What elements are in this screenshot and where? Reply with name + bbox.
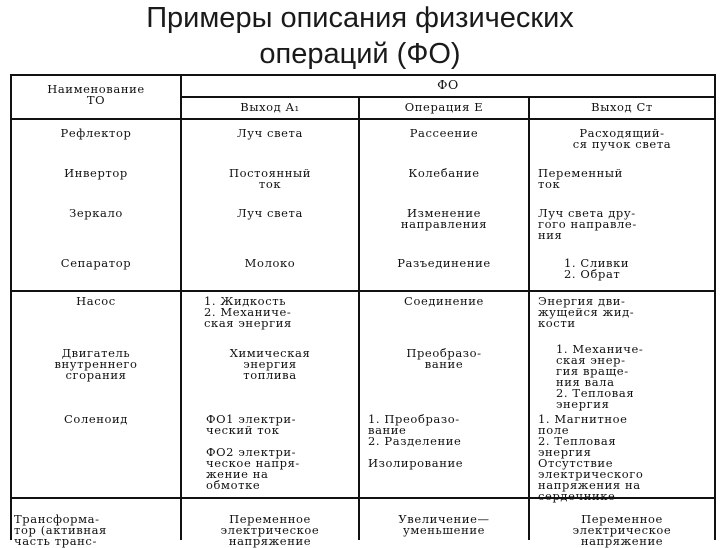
table-row-operation: Разъединение xyxy=(397,256,491,270)
table-header-rule xyxy=(10,118,716,120)
table-row-input: Переменное электрическое напряжение xyxy=(220,512,320,548)
table-row-output: Переменное электрическое напряжение xyxy=(572,512,672,548)
table-row-operation: 1. Преобразо- вание 2. Разделение Изолирование xyxy=(368,412,464,470)
slide-title-line-2: операций (ФО) xyxy=(259,38,461,70)
table-row-input: Молоко xyxy=(244,256,296,270)
operations-table xyxy=(8,74,718,548)
table-row-operation: Колебание xyxy=(408,166,480,180)
table-row-operation: Рассеение xyxy=(409,126,479,140)
header-operation: Операция E xyxy=(404,100,484,114)
table-row-output: 1. Механиче- ская энер- гия враще- ния вала 2. Тепловая энергия xyxy=(556,342,644,411)
header-name: Наименование ТО xyxy=(47,82,145,107)
table-row-rule xyxy=(10,290,716,292)
table-row-input: ФО1 электри- ческий ток ФО2 электри- ческое напря- жение на обмотке xyxy=(206,412,300,492)
table-row-input: Луч света xyxy=(237,126,303,140)
table-row-name: Насос xyxy=(76,294,116,308)
table-border-left xyxy=(10,74,12,540)
table-row-output: 1. Сливки 2. Обрат xyxy=(564,256,630,281)
table-row-name: Трансформа- тор (активная часть транс- xyxy=(14,512,107,548)
table-row-input: Химическая энергия топлива xyxy=(229,346,311,382)
table-row-operation: Соединение xyxy=(404,294,484,308)
table-row-operation: Увеличение— уменьшение xyxy=(398,512,490,537)
table-border-top xyxy=(10,74,716,76)
table-row-name: Рефлектор xyxy=(60,126,132,140)
table-border-right xyxy=(714,74,716,540)
header-output: Выход Cт xyxy=(591,100,653,114)
table-col-divider-1 xyxy=(180,74,182,540)
table-row-name: Сепаратор xyxy=(60,256,132,270)
table-row-output: Луч света дру- гого направле- ния xyxy=(538,206,637,242)
table-row-name: Соленоид xyxy=(64,412,128,426)
table-row-name: Зеркало xyxy=(69,206,123,220)
header-group-fo: ФО xyxy=(437,77,459,92)
table-col-divider-3 xyxy=(528,96,530,540)
table-row-input: Постоянный ток xyxy=(228,166,312,191)
table-row-input: 1. Жидкость 2. Механиче- ская энергия xyxy=(204,294,292,330)
table-row-output: Энергия дви- жущейся жид- кости xyxy=(538,294,635,330)
table-row-name: Двигатель внутреннего сгорания xyxy=(54,346,138,382)
table-col-divider-2 xyxy=(358,96,360,540)
slide-title xyxy=(0,0,720,72)
table-row-operation: Изменение направления xyxy=(400,206,488,231)
table-group-rule xyxy=(180,96,716,98)
table-row-name: Инвертор xyxy=(64,166,128,180)
table-row-output: Расходящий- ся пучок света xyxy=(572,126,672,151)
table-row-operation: Преобразо- вание xyxy=(406,346,482,371)
table-row-output: Переменный ток xyxy=(538,166,623,191)
header-input: Выход A₁ xyxy=(240,100,300,114)
table-row-output: 1. Магнитное поле 2. Тепловая энергия Отсутствие электрического напряжения на сердечнике xyxy=(538,412,644,503)
table-row-input: Луч света xyxy=(237,206,303,220)
slide-title-line-1: Примеры описания физических xyxy=(146,2,574,34)
